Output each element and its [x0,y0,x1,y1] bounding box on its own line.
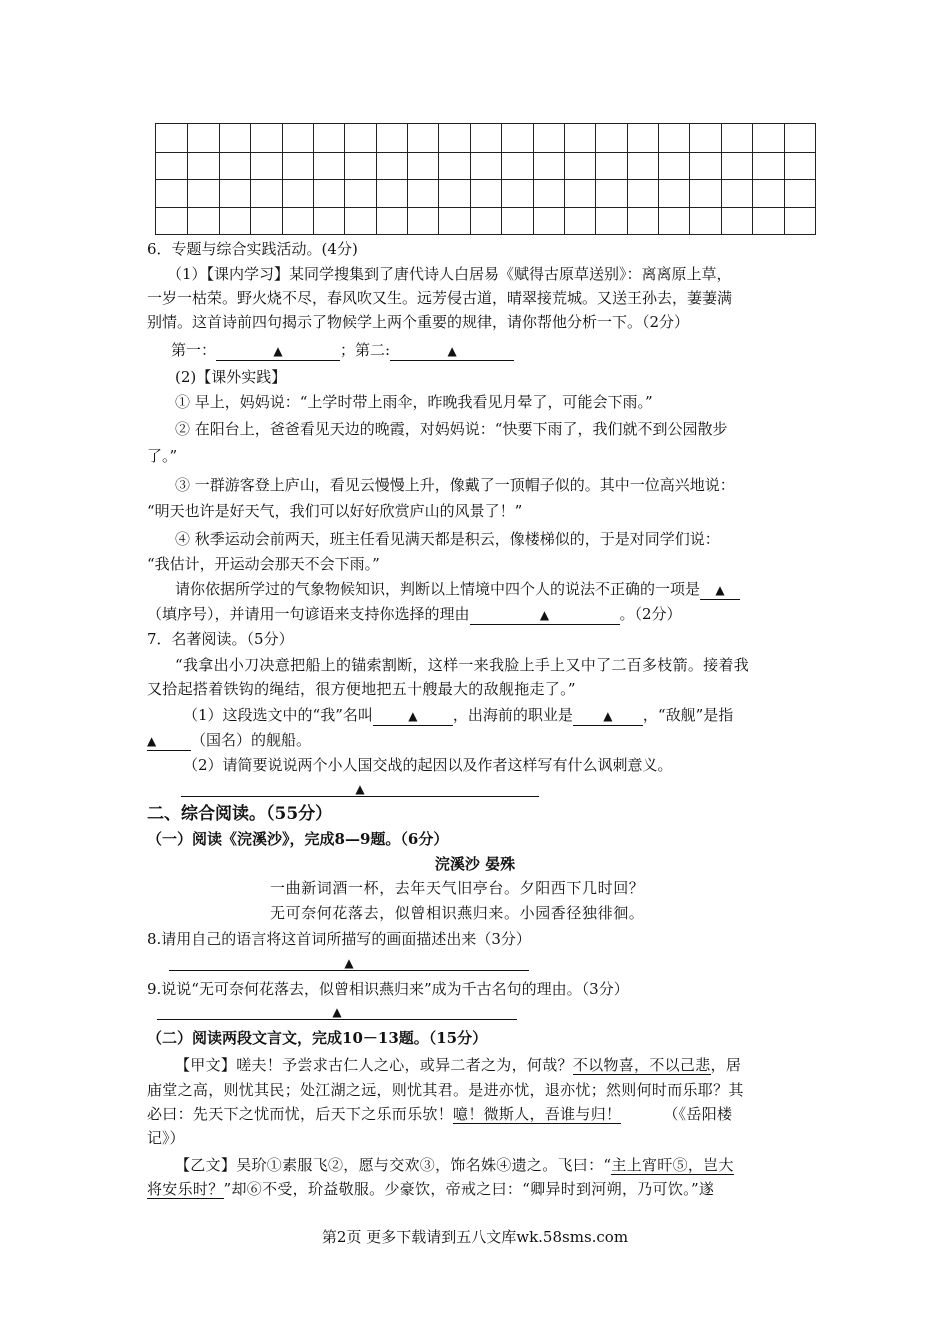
blank-mark-icon: ▲ [715,583,725,597]
blank-mark-icon: ▲ [273,344,283,358]
grid-row-line [156,179,815,180]
q7-sub1-text-d: （国名）的舰船。 [191,731,312,749]
blank-mark-icon: ▲ [539,608,550,622]
jia-source: （《岳阳楼 [663,1105,733,1123]
q6-title: 6．专题与综合实践活动。(4分) [147,240,358,258]
section2-part2-heading: （二）阅读两段文言文，完成10－13题。（15分） [147,1029,488,1047]
q6-answer-row [171,339,514,361]
q7-sub1-row2 [147,729,311,751]
answer-blank-proverb[interactable] [470,605,620,625]
jia-line1-end: ，居 [710,1056,742,1074]
q7-sub1-text-c: ，“敌舰”是指 [642,706,734,724]
jia-line1-text: 【甲文】嗟夫！予尝求古仁人之心，或异二者之为，何哉？ [175,1056,573,1074]
q6-situation-1: ① 早上，妈妈说：“上学时带上雨伞，昨晚我看见月晕了，可能会下雨。” [175,393,653,411]
q6-ask-line2 [147,603,682,625]
q6-ask-line1 [175,578,740,600]
first-label: 第一： [171,341,217,359]
q6-p1-line2: 一岁一枯荣。野火烧不尽，春风吹又生。远芳侵古道，晴翠接荒城。又送王孙去，萋萋满 [147,289,733,307]
section2-part1-heading: （一）阅读《浣溪沙》，完成8—9题。（6分） [147,830,449,848]
jia-underlined-phrase-2: 噫！微斯人，吾谁与归！ [453,1105,622,1123]
page-footer: 第2页 更多下载请到五八文库wk.58sms.com [321,1228,629,1246]
q7-quote-line2: 又拾起搭着铁钩的绳结，很方便地把五十艘最大的敌舰拖走了。” [147,680,576,698]
jia-line2: 庙堂之高，则忧其民；处江湖之远，则忧其君。是进亦忧，退亦忧；然则何时而乐耶？其 [147,1081,744,1099]
yi-line2 [147,1178,714,1200]
grid-row-line [156,207,815,208]
blank-mark-icon: ▲ [408,709,418,723]
poem-line1: 一曲新词酒一杯，去年天气旧亭台。夕阳西下几时回？ [270,879,645,897]
q6-p2-title: (2)【课外实践】 [175,368,287,386]
blank-mark-icon: ▲ [447,344,457,358]
jia-underlined-phrase-1: 不以物喜，不以己悲 [572,1056,711,1074]
blank-mark-icon: ▲ [332,1005,342,1019]
answer-blank-country[interactable] [147,731,191,751]
q6-situation-2-line1: ② 在阳台上，爸爸看见天边的晚霞，对妈妈说：“快要下雨了，我们就不到公园散步 [175,420,728,438]
jia-line3 [147,1103,732,1125]
yi-underlined-phrase-2: 将安乐时？ [147,1180,224,1198]
answer-blank-choice[interactable] [700,580,740,600]
q6-situation-4-line2: “我估计，开运动会那天不会下雨。” [147,555,380,573]
q7-sub1-text-a: （1）这段选文中的“我”名叫 [183,706,373,724]
q7-quote-line1: “我拿出小刀决意把船上的锚索割断，这样一来我脸上手上又中了二百多枝箭。接着我 [175,656,750,674]
yi-underlined-phrase-1: 主上宵旰⑤，岂大 [611,1156,734,1174]
second-label: ；第二: [340,341,391,359]
q8-text: 8.请用自己的语言将这首词所描写的画面描述出来（3分） [147,930,531,948]
answer-blank-first[interactable] [216,341,340,361]
poem-line2: 无可奈何花落去，似曾相识燕归来。小园香径独徘徊。 [270,904,645,922]
answer-blank-q7-sub2[interactable] [181,780,539,797]
q6-p1-line3: 别情。这首诗前四句揭示了物候学上两个重要的规律，请你帮他分析一下。（2分） [147,313,690,331]
grid-row-line [156,152,815,153]
q6-situation-2-line2: 了。” [147,447,178,465]
yi-line1 [175,1154,734,1176]
q7-sub1-row1 [183,704,733,726]
poem-title: 浣溪沙 晏殊 [434,855,516,873]
jia-line3-text: 必曰：先天下之忧而忧，后天下之乐而乐欤！ [147,1105,454,1123]
q7-sub1-text-b: ，出海前的职业是 [452,706,573,724]
q6-score: 。（2分） [619,605,682,623]
blank-mark-icon: ▲ [603,709,613,723]
blank-mark-icon: ▲ [147,734,157,748]
q9-text: 9.说说“无可奈何花落去，似曾相识燕归来”成为千古名句的理由。（3分） [147,980,629,998]
q6-situation-4-line1: ④ 秋季运动会前两天，班主任看见满天都是积云，像楼梯似的，于是对同学们说： [175,530,720,548]
yi-line1-text: 【乙文】吴玠①素服飞②，愿与交欢③，饰名姝④遗之。飞曰：“ [175,1156,612,1174]
q6-p1-line1: （1）【课内学习】某同学搜集到了唐代诗人白居易《赋得古原草送别》：离离原上草， [167,265,732,283]
jia-line4: 记》） [147,1129,185,1147]
yi-line2-text: ”却⑥不受，玠益敬服。少豪饮，帝戒之曰：“卿异时到河朔，乃可饮。”遂 [223,1180,715,1198]
answer-blank-q9[interactable] [157,1003,517,1020]
q7-title: 7．名著阅读。（5分） [147,630,294,648]
q6-ask-text2: （填序号），并请用一句谚语来支持你选择的理由 [147,605,470,623]
section2-title: 二、综合阅读。（55分） [147,804,333,824]
q7-sub2: （2）请简要说说两个小人国交战的起因以及作者这样写有什么讽刺意义。 [183,756,673,774]
answer-blank-second[interactable] [390,341,514,361]
jia-line1 [175,1054,741,1076]
q6-situation-3-line1: ③ 一群游客登上庐山，看见云慢慢上升，像戴了一顶帽子似的。其中一位高兴地说： [175,476,735,494]
answer-blank-q8[interactable] [169,954,529,971]
q6-situation-3-line2: “明天也许是好天气，我们可以好好欣赏庐山的风景了！” [147,502,523,520]
blank-mark-icon: ▲ [344,956,354,970]
q6-ask-text: 请你依据所学过的气象物候知识，判断以上情境中四个人的说法不正确的一项是 [175,580,701,598]
blank-mark-icon: ▲ [355,782,365,796]
answer-grid [155,123,816,235]
answer-blank-job[interactable] [573,706,643,726]
answer-blank-name[interactable] [373,706,453,726]
